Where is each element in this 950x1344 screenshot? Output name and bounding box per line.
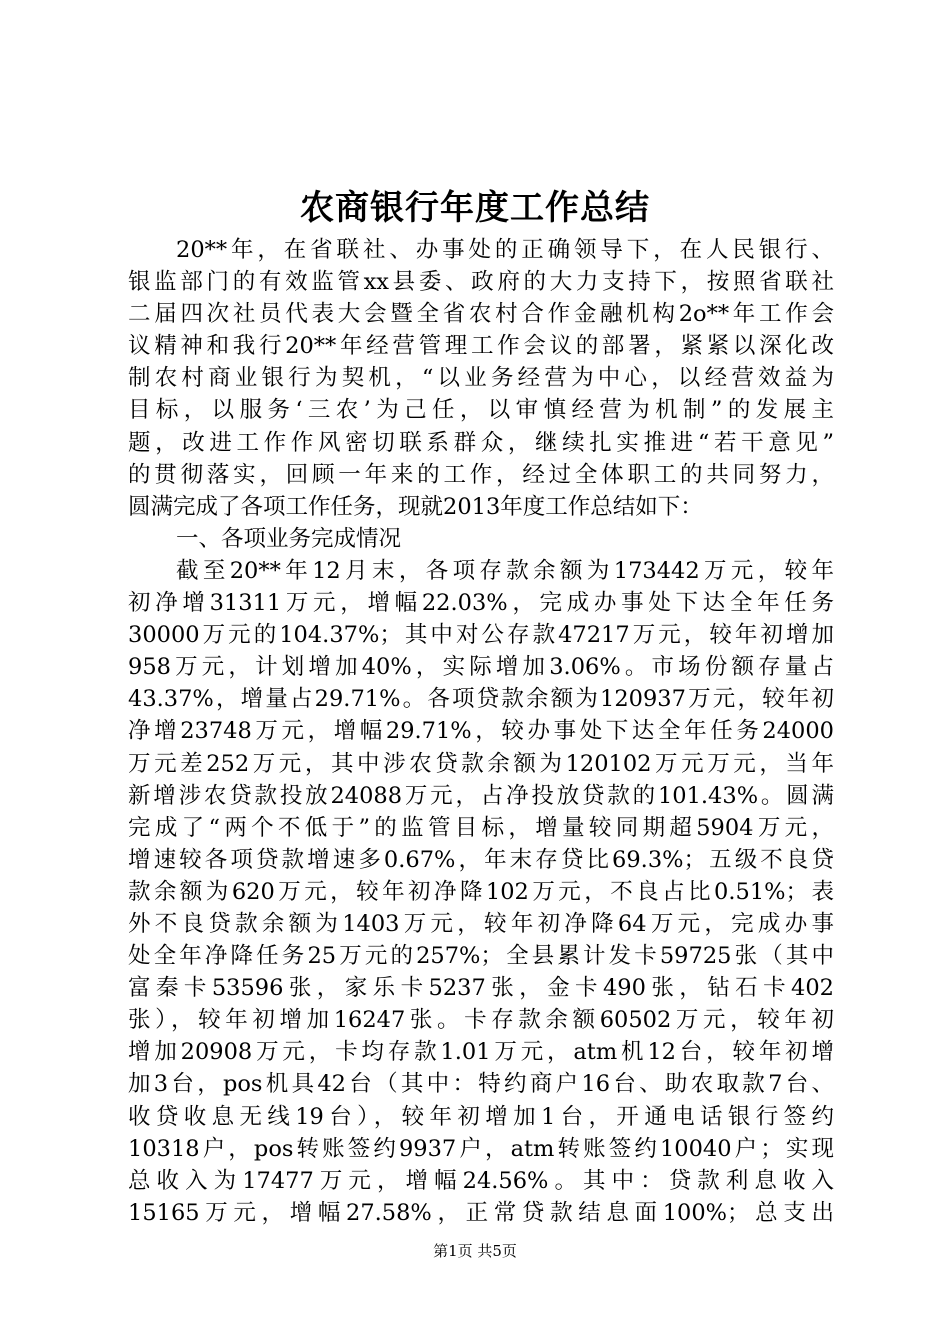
page-footer: 第1页 共5页 xyxy=(433,1242,517,1260)
text-line: 43.37%，增量占29.71%。各项贷款余额为120937万元，较年初 xyxy=(128,686,834,713)
text-line: 二届四次社员代表大会暨全省农村合作金融机构2o**年工作会 xyxy=(128,301,834,328)
text-line: 目标，以服务‘三农’为己任，以审慎经营为机制”的发展主 xyxy=(128,397,834,424)
text-line: 议精神和我行20**年经营管理工作会议的部署，紧紧以深化改 xyxy=(128,333,834,360)
text-line: 30000万元的104.37%；其中对公存款47217万元，较年初增加 xyxy=(128,622,834,649)
text-line: 净增23748万元，增幅29.71%，较办事处下达全年任务24000 xyxy=(128,718,834,745)
text-line: 增速较各项贷款增速多0.67%，年末存贷比69.3%；五级不良贷 xyxy=(128,846,834,873)
text-line: 增加20908万元，卡均存款1.01万元，atm机12台，较年初增 xyxy=(128,1039,834,1066)
text-line: 10318户，pos转账签约9937户，atm转账签约10040户；实现 xyxy=(128,1135,834,1162)
text-line: 一、各项业务完成情况 xyxy=(176,525,402,552)
text-line: 完成了“两个不低于”的监管目标，增量较同期超5904万元， xyxy=(128,814,834,841)
text-line: 处全年净降任务25万元的257%；全县累计发卡59725张（其中 xyxy=(128,943,834,970)
document-body xyxy=(128,234,834,1229)
text-line: 总收入为17477万元，增幅24.56%。其中：贷款利息收入 xyxy=(128,1167,834,1194)
text-line: 新增涉农贷款投放24088万元，占净投放贷款的101.43%。圆满 xyxy=(128,782,834,809)
text-line: 银监部门的有效监管xx县委、政府的大力支持下，按照省联社 xyxy=(128,269,834,296)
text-line: 富秦卡53596张，家乐卡5237张，金卡490张，钻石卡402 xyxy=(128,975,834,1002)
text-line: 张），较年初增加16247张。卡存款余额60502万元，较年初 xyxy=(128,1007,834,1034)
text-line: 初净增31311万元，增幅22.03%，完成办事处下达全年任务 xyxy=(128,590,834,617)
text-line: 外不良贷款余额为1403万元，较年初净降64万元，完成办事 xyxy=(128,910,834,937)
text-line: 款余额为620万元，较年初净降102万元，不良占比0.51%；表 xyxy=(128,878,834,905)
text-line: 收贷收息无线19台），较年初增加1台，开通电话银行签约 xyxy=(128,1103,834,1130)
text-line: 20**年，在省联社、办事处的正确领导下，在人民银行、 xyxy=(176,237,834,263)
text-line: 加3台，pos机具42台（其中：特约商户16台、助农取款7台、 xyxy=(128,1071,834,1098)
text-line: 制农村商业银行为契机，“以业务经营为中心，以经营效益为 xyxy=(128,365,834,392)
text-line: 万元差252万元，其中涉农贷款余额为120102万元万元，当年 xyxy=(128,750,834,777)
text-line: 截至20**年12月末，各项存款余额为173442万元，较年 xyxy=(176,557,834,584)
text-line: 题，改进工作作风密切联系群众，继续扎实推进“若干意见” xyxy=(128,429,834,456)
text-line: 958万元，计划增加40%，实际增加3.06%。市场份额存量占 xyxy=(128,654,834,681)
text-line: 圆满完成了各项工作任务，现就2013年度工作总结如下： xyxy=(128,493,703,520)
text-line: 15165万元，增幅27.58%，正常贷款结息面100%；总支出 xyxy=(128,1199,834,1226)
text-line: 的贯彻落实，回顾一年来的工作，经过全体职工的共同努力， xyxy=(128,461,834,488)
document-title: 农商银行年度工作总结 xyxy=(300,188,650,228)
